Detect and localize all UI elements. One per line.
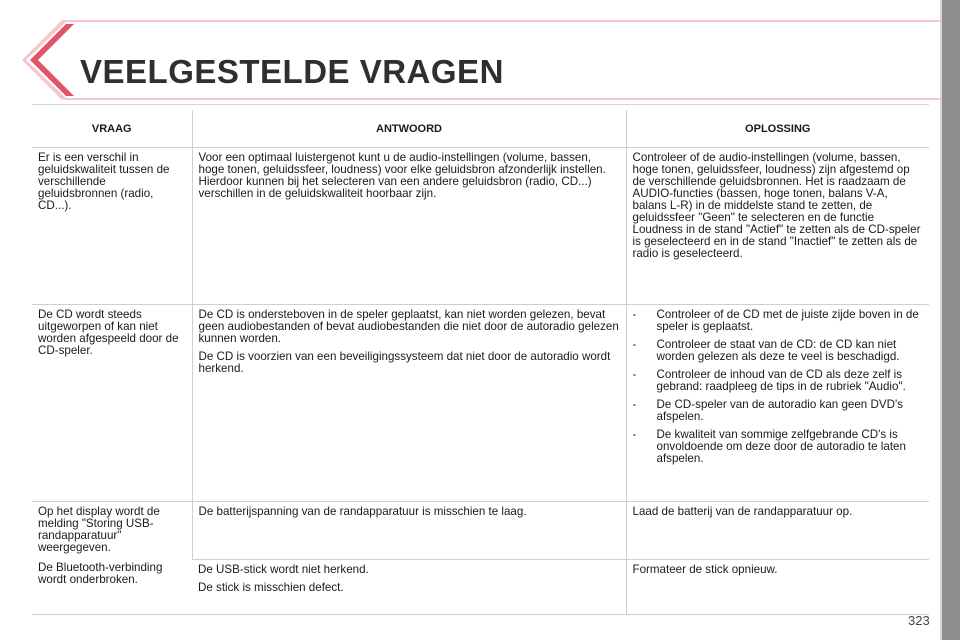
- answer-text: De stick is misschien defect.: [198, 581, 344, 594]
- page-number: 323: [908, 613, 930, 628]
- solution-list-item: - De CD-speler van de autoradio kan geen DVD's afspelen.: [633, 399, 924, 423]
- solution-list-item: - Controleer de inhoud van de CD als deze zelf is gebrand: raadpleeg de tips in de rubriek "Audio".: [633, 369, 924, 393]
- solution-text: Laad de batterij van de randapparatuur op.: [632, 505, 853, 518]
- question-text: Op het display wordt de melding "Storing USB-randapparatuur" weergegeven.: [38, 505, 160, 554]
- solution-list-item: - Controleer of de CD met de juiste zijde boven in de speler is geplaatst.: [633, 309, 924, 333]
- solution-list-item: - De kwaliteit van sommige zelfgebrande CD's is onvoldoende om deze door de autoradio te laten afspelen.: [633, 429, 924, 465]
- answer-text: De USB-stick wordt niet herkend.: [198, 563, 369, 576]
- solution-list-item: - Controleer de staat van de CD: de CD kan niet worden gelezen als deze te veel is beschadigd.: [633, 339, 924, 363]
- question-cell: [32, 305, 192, 502]
- solution-text: Formateer de stick opnieuw.: [632, 563, 778, 576]
- faq-table: [32, 110, 929, 615]
- table-row: [32, 148, 929, 305]
- answer-cell: [192, 148, 626, 305]
- solution-list: [633, 309, 924, 465]
- answer-text: De batterijspanning van de randapparatuur is misschien te laag.: [198, 505, 527, 518]
- solution-cell: [626, 560, 929, 615]
- table-row: [32, 305, 929, 502]
- answer-cell: [192, 305, 626, 502]
- solution-cell: [626, 502, 929, 560]
- table-header-row: [32, 110, 929, 148]
- answer-text: De CD is voorzien van een beveiligingssysteem dat niet door de autoradio wordt herkend.: [198, 350, 611, 375]
- solution-cell: [626, 148, 929, 305]
- header-solution: OPLOSSING: [626, 110, 929, 148]
- question-text: De Bluetooth-verbinding wordt onderbroken.: [38, 561, 163, 586]
- question-text: Er is een verschil in geluidskwaliteit tussen de verschillende geluidsbronnen (radio, CD...).: [38, 151, 170, 212]
- question-cell: [32, 148, 192, 305]
- question-text: De CD wordt steeds uitgeworpen of kan niet worden afgespeeld door de CD-speler.: [38, 308, 179, 357]
- answer-cell: [192, 502, 626, 560]
- answer-text: De CD is ondersteboven in de speler geplaatst, kan niet worden gelezen, bevat geen audiobestanden of bevat audiobestanden die niet door de autoradio gelezen kunnen worden.: [198, 308, 619, 345]
- question-cell: [32, 502, 192, 615]
- solution-cell: [626, 305, 929, 502]
- solution-text: Controleer of de audio-instellingen (volume, bassen, hoge tonen, geluidssfeer, loudness) zijn afgestemd op de verschillende geluidsbronnen. Het is raadzaam de AUDIO-functies (bassen, hoge tonen, balans V-A, balans L-R) in de middelste stand te zetten, de geluidssfeer "Geen" te selecteren en de functie Loudness in de stand "Actief" te zetten als de CD-speler is geselecteerd en in de stand "Inactief" te zetten als de radio is geselecteerd.: [632, 151, 921, 260]
- side-bar: [942, 0, 960, 640]
- answer-text: Voor een optimaal luistergenot kunt u de audio-instellingen (volume, bassen, hoge tonen, geluidssfeer, loudness) voor elke geluidsbron afzonderlijk instellen. Hierdoor kunnen bij het selecteren van een andere geluidsbron (radio, CD...) verschillen in de geluidskwaliteit hoorbaar zijn.: [198, 151, 606, 200]
- header-question: VRAAG: [32, 110, 192, 148]
- answer-cell: [192, 560, 626, 615]
- table-row: [32, 502, 929, 560]
- page-title: VEELGESTELDE VRAGEN: [80, 53, 504, 90]
- header-answer: ANTWOORD: [192, 110, 626, 148]
